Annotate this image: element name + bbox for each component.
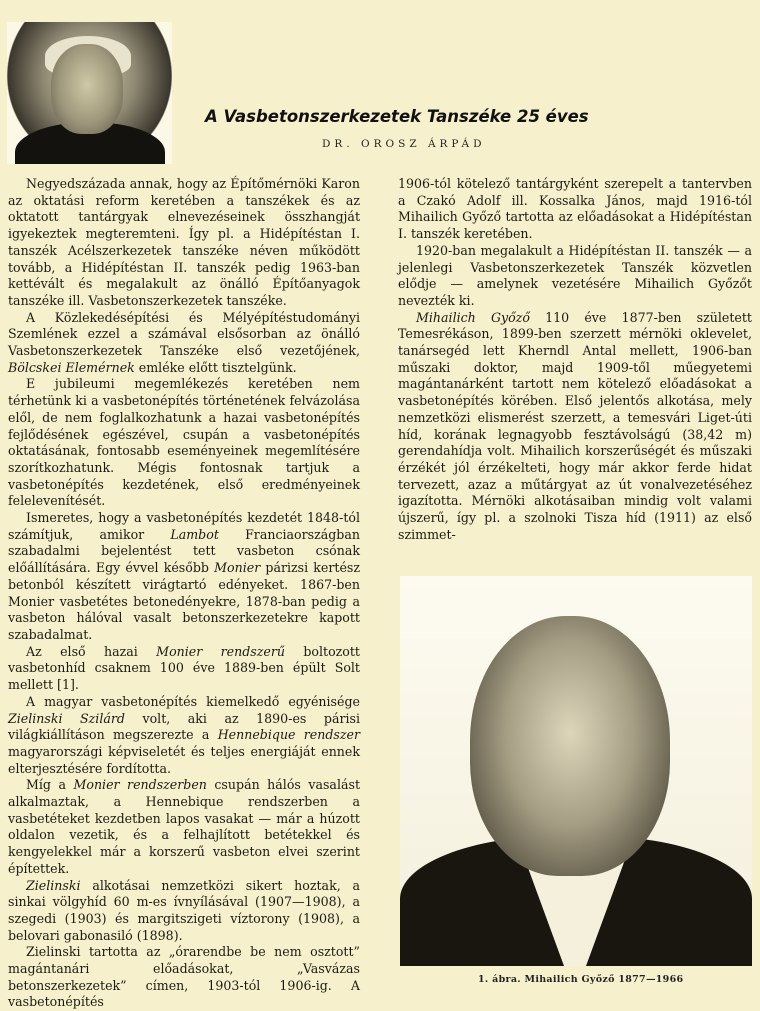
paragraph: 1920-ban megalakult a Hidépítéstan II. tanszék — a jelenlegi Vasbetonszerkezetek Tanszék közvetlen elődje — amelynek vezetésére Mihailich Győzőt nevezték ki. bbox=[398, 242, 752, 308]
author-photo bbox=[7, 22, 172, 164]
article-title: A Vasbetonszerkezetek Tanszéke 25 éves bbox=[205, 107, 589, 126]
left-text-column bbox=[8, 176, 360, 1011]
paragraph: Zielinski tartotta az „órarendbe be nem osztott” magántanári előadásokat, „Vasvázas betonszerkezetek” címen, 1903-tól 1906-ig. A vasbetonépítés bbox=[8, 944, 360, 1010]
paragraph: 1906-tól kötelező tantárgyként szerepelt a tantervben a Czakó Adolf ill. Kossalka János, majd 1916-tól Mihailich Győző tartotta az előadásokat a Hidépítéstan I. tanszék keretében. bbox=[398, 176, 752, 242]
paragraph: Ismeretes, hogy a vasbetonépítés kezdetét 1848-tól számítjuk, amikor Lambot Franciaországban szabadalmi bejelentést tett vasbeton csónak előállítására. Egy évvel később Monier párizsi kertész betonból készített virágtartó edényeket. 1867-ben Monier vasbetétes betonedényekre, 1878-ban pedig a vasbeton hálóval vasalt betonszerkezetekre kapott szabadalmat. bbox=[8, 510, 361, 642]
right-text-column bbox=[398, 176, 752, 543]
paragraph: Negyedszázada annak, hogy az Építőmérnöki Karon az oktatási reform keretében a tanszékek és az oktatott tantárgyak elnevezéseinek összhangját igyekeztek megteremteni. Így pl. a Hidépítéstan I. tanszék Acélszerkezetek tanszéke néven működött tovább, a Hidépítéstan II. tanszék pedig 1963-ban kettévált és megalakult az önálló Építőanyagok tanszéke ill. Vasbetonszerkezetek tanszéke. bbox=[8, 176, 360, 308]
emphasized-name: Zielinski Szilárd bbox=[8, 710, 125, 726]
emphasized-name: Monier bbox=[214, 560, 261, 576]
article-author: DR. OROSZ ÁRPÁD bbox=[322, 138, 486, 150]
portrait-photo-mihailich bbox=[400, 576, 752, 966]
emphasized-name: Hennebique rendszer bbox=[217, 727, 361, 743]
emphasized-name: Bölcskei Elemérnek bbox=[8, 359, 135, 375]
emphasized-name: Zielinski bbox=[26, 877, 81, 893]
emphasized-name: Monier rendszerben bbox=[73, 777, 207, 793]
paragraph: Zielinski alkotásai nemzetközi sikert hoztak, a sinkai völgyhíd 60 m-es ívnyílásával (1907—1908), a szegedi (1903) és margitszigeti víztorony (1908), a belovari gabonasiló (1898). bbox=[8, 877, 360, 943]
emphasized-name: Mihailich Győző bbox=[416, 309, 530, 325]
figure-caption: 1. ábra. Mihailich Győző 1877—1966 bbox=[478, 974, 684, 985]
paragraph: Míg a Monier rendszerben csupán hálós vasalást alkalmaztak, a Hennebique rendszerben a vasbetéteket kezdetben lapos vasakat — már a húzott oldalon vezetik, és a felhajlított betétekkel és kengyelekkel már a korszerű vasbeton elvei szerint építettek. bbox=[8, 777, 360, 876]
paragraph: E jubileumi megemlékezés keretében nem térhetünk ki a vasbetonépítés történetének felvázolása elől, de nem foglalkozhatunk a hazai vasbetonépítés fejlődésének egészével, csupán a vasbetonépítés oktatásának, fontosabb eseményeinek megemlítésére szorítkozhatunk. Mégis fontosnak tartjuk a vasbetonépítés kezdetének, első eredményeinek felelevenítését. bbox=[8, 376, 360, 509]
paragraph: Mihailich Győző 110 éve 1877-ben született Temesrékáson, 1899-ben szerzett mérnöki oklevelet, tanársegéd lett Kherndl Antal mellett, 1906-ban műszaki doktor, majd 1909-től műegyetemi magántanárként tartott nem kötelező előadásokat a vasbetonépítés körében. Első jelentős alkotása, mely nemzetközi elismerést szerzett, a temesvári Liget-úti híd, korának legnagyobb fesztávolságú (38,42 m) gerendahídja volt. Mihailich korszerűségét és műszaki érzékét jól érzékelteti, hogy már akkor ferde hidat tervezett, azaz a műtárgyat az út vonalvezetéséhez igazította. Mérnöki alkotásaiban mindig volt valami újszerű, így pl. a szolnoki Tisza híd (1911) az első szimmet- bbox=[398, 309, 752, 542]
paragraph: A magyar vasbetonépítés kiemelkedő egyénisége Zielinski Szilárd volt, aki az 1890-es párisi világkiállításon megszerezte a Hennebique rendszer magyarországi képviseletét és teljes energiáját ennek elterjesztésére fordította. bbox=[8, 693, 361, 776]
emphasized-name: Lambot bbox=[170, 526, 219, 542]
paragraph: A Közlekedésépítési és Mélyépítéstudományi Szemlének ezzel a számával elsősorban az önálló Vasbetonszerkezetek Tanszéke első vezetőjének, Bölcskei Elemérnek emléke előtt tisztelgünk. bbox=[8, 309, 360, 375]
paragraph: Az első hazai Monier rendszerű boltozott vasbetonhíd csaknem 100 éve 1889-ben épült Solt mellett [1]. bbox=[8, 643, 360, 693]
emphasized-name: Monier rendszerű bbox=[156, 643, 285, 659]
